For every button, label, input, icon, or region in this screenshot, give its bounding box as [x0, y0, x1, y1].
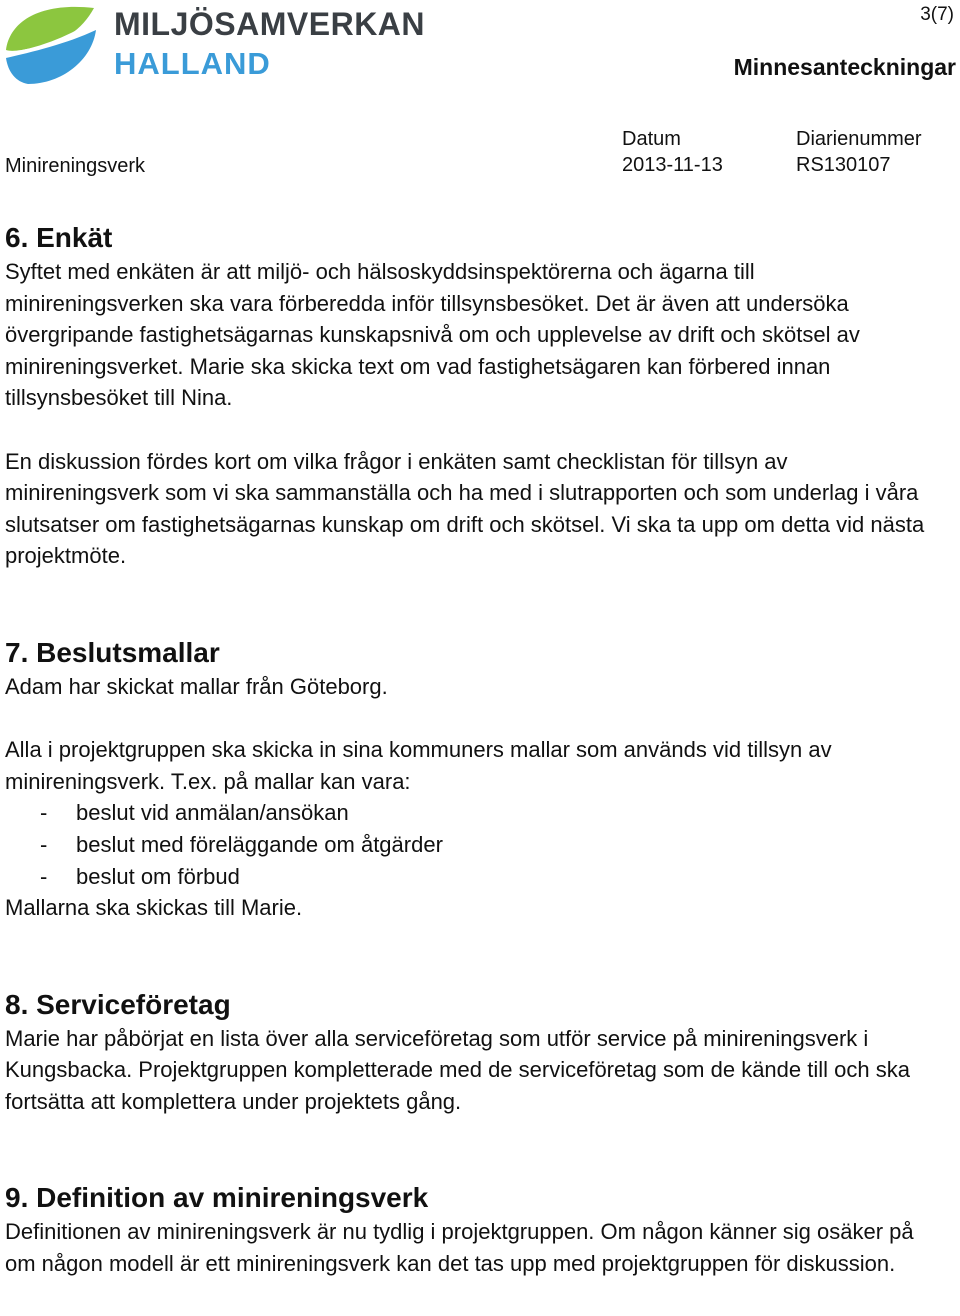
date-value: 2013-11-13	[622, 154, 723, 176]
paragraph: Mallarna ska skickas till Marie.	[5, 895, 303, 921]
paragraph: Definitionen av minireningsverk är nu tydlig i projektgruppen. Om någon känner sig osäker på om någon modell är ett minireningsverk kan det tas upp med projektgruppen för diskussion.	[5, 1219, 914, 1277]
paragraph: Adam har skickat mallar från Göteborg.	[5, 673, 388, 699]
list-item: - beslut vid anmälan/ansökan	[5, 797, 935, 829]
section-heading-definition: 9. Definition av minireningsverk	[5, 1182, 429, 1214]
document-type: Minnesanteckningar	[733, 54, 956, 80]
list-item: - beslut med föreläggande om åtgärder	[5, 829, 935, 861]
paragraph: En diskussion fördes kort om vilka frågor i enkäten samt checklistan för tillsyn av minireningsverk som vi ska sammanställa och ha med i slutrapporten och som underlag i våra slutsatser om fastighetsägarnas kunskap om drift och skötsel. Vi ska ta upp om detta vid nästa projektmöte.	[5, 448, 925, 569]
leaf-logo-icon	[2, 0, 102, 92]
template-list	[5, 797, 935, 892]
paragraph: Syftet med enkäten är att miljö- och hälsoskyddsinspektörerna och ägarna till minireningsverken ska vara förberedda inför tillsynsbesöket. Det är även att undersöka övergripande fastighetsägarnas kunskapsnivå om och upplevelse av drift och skötsel av minireningsverket. Marie ska skicka text om vad fastighetsägaren kan förbered innan tillsynsbesöket till Nina.	[5, 259, 860, 411]
section-heading-beslutsmallar: 7. Beslutsmallar	[5, 636, 220, 668]
logo-text-halland: HALLAND	[114, 46, 271, 81]
section-heading-serviceforetag: 8. Serviceföretag	[5, 988, 231, 1020]
list-bullet: -	[40, 831, 48, 857]
page-number: 3(7)	[920, 4, 954, 25]
logo-text-miljosamverkan: MILJÖSAMVERKAN	[114, 6, 426, 42]
section-heading-enkat: 6. Enkät	[5, 222, 113, 253]
paragraph: Alla i projektgruppen ska skicka in sina kommuners mallar som används vid tillsyn av minireningsverk. T.ex. på mallar kan vara:	[5, 737, 832, 794]
list-bullet: -	[40, 800, 48, 826]
document-subject: Minireningsverk	[5, 155, 146, 177]
list-bullet: -	[40, 863, 48, 889]
document-body	[5, 220, 935, 1280]
date-label: Datum	[622, 128, 681, 150]
paragraph: Marie har påbörjat en lista över alla serviceföretag som utför service på minireningsverk i Kungsbacka. Projektgruppen kompletterade med de serviceföretag som de kände till och ska fortsätta att komplettera under projektets gång.	[5, 1025, 910, 1114]
reg-number-label: Diarienummer	[796, 128, 922, 150]
list-item: - beslut om förbud	[5, 861, 935, 893]
reg-number-value: RS130107	[796, 154, 891, 176]
